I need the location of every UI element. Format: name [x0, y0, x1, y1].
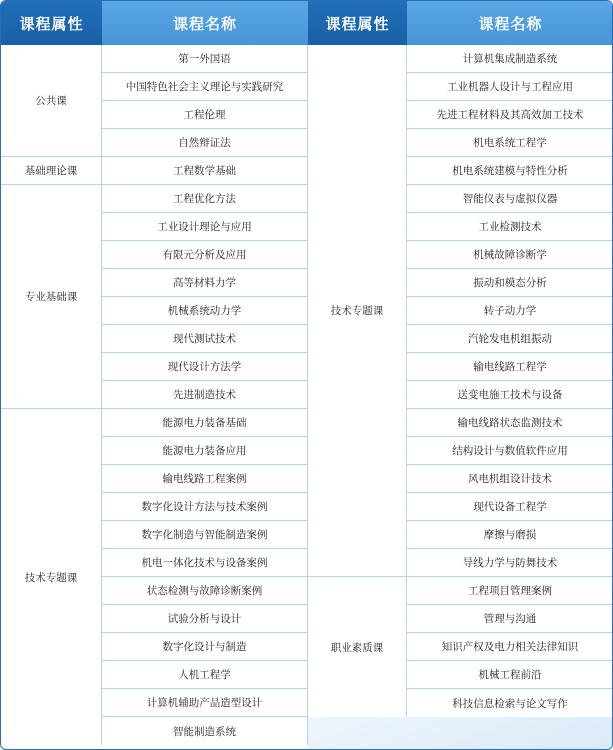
category-cell: 职业素质课: [308, 577, 407, 717]
category-cell: 专业基础课: [1, 185, 102, 409]
course-cell: 现代设备工程学: [407, 493, 613, 521]
course-cell: 智能制造系统: [102, 717, 308, 745]
course-cell: 工程项目管理案例: [407, 577, 613, 605]
category-cell: 技术专题课: [1, 409, 102, 745]
course-cell: 有限元分析及应用: [102, 241, 308, 269]
course-cell: 机电系统建模与特性分析: [407, 157, 613, 185]
course-cell: 摩擦与磨损: [407, 521, 613, 549]
course-cell: 机械故障诊断学: [407, 241, 613, 269]
course-cell: 现代设计方法学: [102, 353, 308, 381]
course-cell: 人机工程学: [102, 661, 308, 689]
course-cell: 工程优化方法: [102, 185, 308, 213]
course-cell: 数字化制造与智能制造案例: [102, 521, 308, 549]
course-cell: 工业检测技术: [407, 213, 613, 241]
course-cell: 计算机辅助产品造型设计: [102, 689, 308, 717]
course-cell: 知识产权及电力相关法律知识: [407, 633, 613, 661]
course-cell: 输电线路工程案例: [102, 465, 308, 493]
course-cell: 结构设计与数值软件应用: [407, 437, 613, 465]
course-cell: 能源电力装备应用: [102, 437, 308, 465]
course-cell: 输电线路状态监测技术: [407, 409, 613, 437]
course-cell: 先进制造技术: [102, 381, 308, 409]
category-cell: 公共课: [1, 45, 102, 157]
course-cell: 计算机集成制造系统: [407, 45, 613, 73]
course-cell: 数字化设计方法与技术案例: [102, 493, 308, 521]
course-cell: 高等材料力学: [102, 269, 308, 297]
category-cell: 基础理论课: [1, 157, 102, 185]
course-cell: 风电机组设计技术: [407, 465, 613, 493]
course-cell: 汽轮发电机组振动: [407, 325, 613, 353]
header-cell: 课程名称: [102, 1, 308, 45]
course-cell: 送变电施工技术与设备: [407, 381, 613, 409]
course-cell: 工业设计理论与应用: [102, 213, 308, 241]
course-cell: 工程伦理: [102, 101, 308, 129]
course-cell: 转子动力学: [407, 297, 613, 325]
course-cell: 机电系统工程学: [407, 129, 613, 157]
course-cell: 工程数学基础: [102, 157, 308, 185]
course-cell: 中国特色社会主义理论与实践研究: [102, 73, 308, 101]
course-cell: 状态检测与故障诊断案例: [102, 577, 308, 605]
header-cell: 课程属性: [1, 1, 102, 45]
course-cell: 现代测试技术: [102, 325, 308, 353]
header-cell: 课程名称: [407, 1, 613, 45]
header-cell: 课程属性: [308, 1, 407, 45]
course-cell: 导线力学与防舞技术: [407, 549, 613, 577]
course-cell: 先进工程材料及其高效加工技术: [407, 101, 613, 129]
course-cell: 科技信息检索与论文写作: [407, 689, 613, 717]
course-cell: 管理与沟通: [407, 605, 613, 633]
course-cell: 输电线路工程学: [407, 353, 613, 381]
course-cell: 机械工程前沿: [407, 661, 613, 689]
course-cell: 振动和模态分析: [407, 269, 613, 297]
course-cell: 智能仪表与虚拟仪器: [407, 185, 613, 213]
category-cell: 技术专题课: [308, 45, 407, 577]
course-cell: 数字化设计与制造: [102, 633, 308, 661]
course-cell: 机电一体化技术与设备案例: [102, 549, 308, 577]
course-cell: 第一外国语: [102, 45, 308, 73]
course-cell: 试验分析与设计: [102, 605, 308, 633]
course-cell: 工业机器人设计与工程应用: [407, 73, 613, 101]
course-cell: 自然辩证法: [102, 129, 308, 157]
course-cell: 能源电力装备基础: [102, 409, 308, 437]
course-cell: 机械系统动力学: [102, 297, 308, 325]
